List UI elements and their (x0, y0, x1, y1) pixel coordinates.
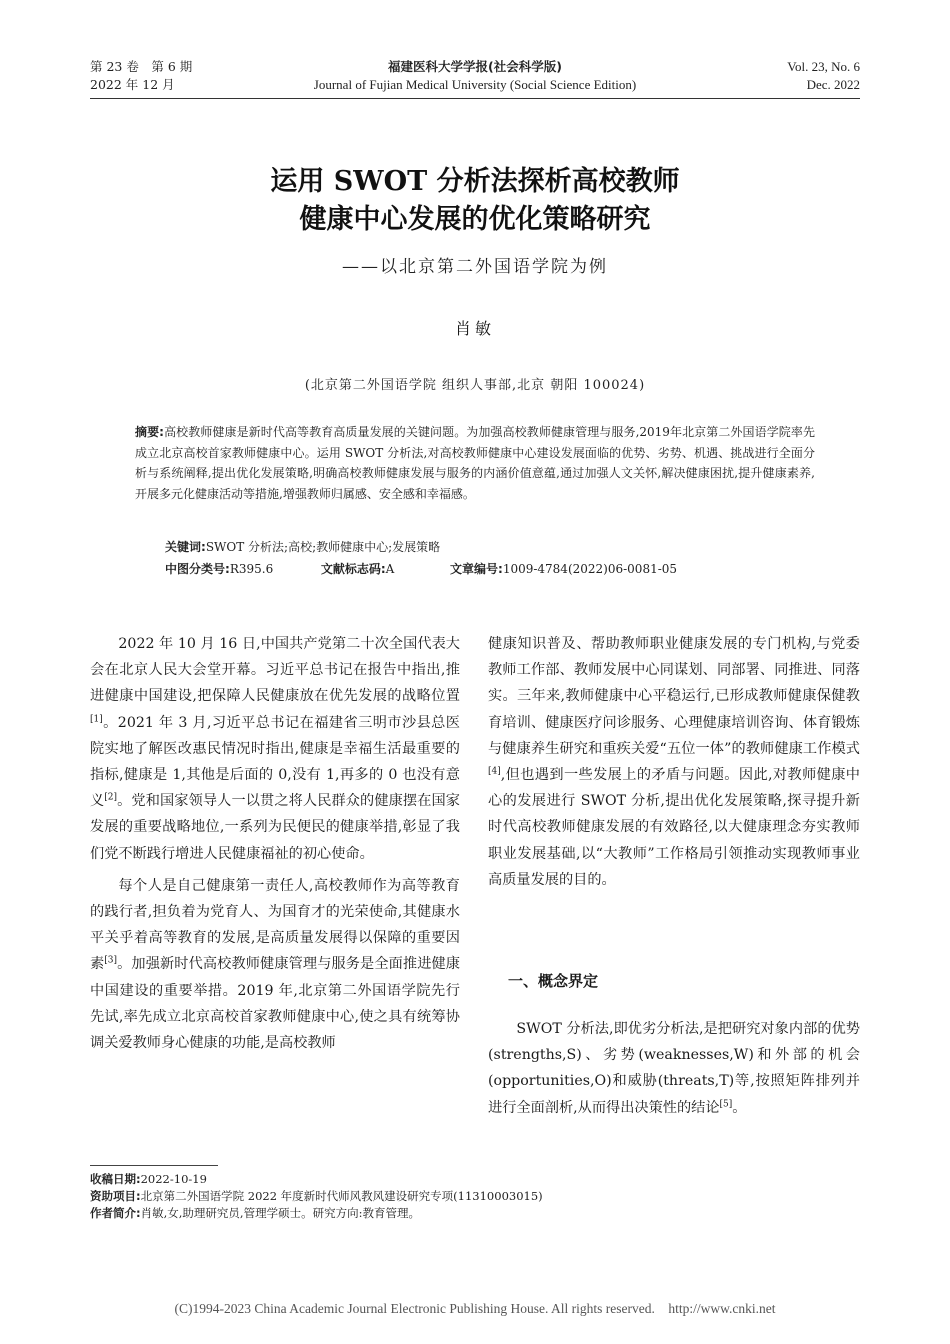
citation-ref: [1] (90, 713, 103, 724)
funding (90, 1188, 860, 1205)
classification-line (165, 559, 825, 579)
copyright-notice: (C)1994-2023 China Academic Journal Electronic Publishing House. All rights reserved. http://www.cnki.net (174, 1301, 776, 1316)
author-bio-label: 作者简介: (90, 1206, 141, 1220)
text-span: ,但也遇到一些发展上的矛盾与问题。因此,对教师健康中心的发展进行 SWOT 分析,提出优化发展策略,探寻提升新时代高校教师健康发展的有效路径,以大健康理念夯实教师职业发展基础,以“大教师”工作格局引领推动实现教师事业高质量发展的目的。 (488, 767, 860, 888)
title-line-1: 运用 SWOT 分析法探析高校教师 (270, 166, 680, 197)
section-heading: 一、概念界定 (508, 972, 599, 990)
affiliation: (北京第二外国语学院 组织人事部,北京 朝阳 100024) (304, 378, 646, 393)
header-date-en: Dec. 2022 (806, 77, 860, 92)
paragraph (90, 631, 460, 867)
text-span: SWOT 分析法,即优劣分析法,是把研究对象内部的优势(strengths,S)、劣势(weaknesses,W)和外部的机会(opportunities,O)和威胁(threats,T)等,按照矩阵排列并进行全面剖析,从而得出决策性的结论 (488, 1021, 860, 1116)
body-left-column (90, 631, 460, 1056)
subtitle: ——以北京第二外国语学院为例 (342, 257, 608, 277)
article-number-label: 文章编号: (450, 562, 503, 576)
citation-ref: [2] (104, 792, 118, 803)
header-volume-en: Vol. 23, No. 6 (787, 59, 860, 74)
title-line-2: 健康中心发展的优化策略研究 (299, 204, 651, 235)
doc-code-label: 文献标志码: (320, 562, 386, 576)
clc-value: R395.6 (229, 562, 274, 576)
abstract-text: 高校教师健康是新时代高等教育高质量发展的关键问题。为加强高校教师健康管理与服务,2019年北京第二外国语学院率先成立北京高校首家教师健康中心。运用 SWOT 分析法,对高校教师健康中心建设发展面临的优势、劣势、机遇、挑战进行全面分析与系统阐释,提出优化发展策略,明确高校教师健康发展与服务的内涵价值意蕴,通过加强人文关怀,解决健康困扰,提升健康素养,开展多元化健康活动等措施,增强教师归属感、安全感和幸福感。 (135, 425, 815, 501)
keywords-label: 关键词: (165, 540, 206, 554)
abstract (135, 422, 815, 504)
funding-value: 北京第二外国语学院 2022 年度新时代师风教风建设研究专项(11310003015) (140, 1189, 543, 1203)
keywords (165, 537, 825, 557)
paragraph (488, 631, 860, 893)
header-journal-en: Journal of Fujian Medical University (Social Science Edition) (313, 77, 637, 92)
body-right-column-2 (488, 1016, 860, 1121)
article-number-value: 1009-4784(2022)06-0081-05 (502, 562, 678, 576)
author-bio-value: 肖敏,女,助理研究员,管理学硕士。研究方向:教育管理。 (140, 1206, 420, 1220)
funding-label: 资助项目: (90, 1189, 141, 1203)
citation-ref: [5] (719, 1098, 733, 1109)
clc-label: 中图分类号: (165, 562, 230, 576)
paragraph (488, 1016, 860, 1121)
keywords-text: SWOT 分析法;高校;教师健康中心;发展策略 (205, 540, 441, 554)
received-date (90, 1171, 860, 1188)
citation-ref: [4] (488, 766, 501, 777)
header-date: 2022 年 12 月 (90, 77, 175, 92)
paragraph (90, 873, 460, 1056)
header-volume: 第 23 卷 第 6 期 (90, 59, 193, 74)
header-journal-cn: 福建医科大学学报(社会科学版) (388, 59, 562, 74)
text-span: 。2021 年 3 月,习近平总书记在福建省三明市沙县总医院实地了解医改惠民情况时指出,健康是幸福生活最重要的指标,健康是 1,其他是后面的 0,没有 1,再多的 0 也没有意义 (90, 714, 460, 810)
text-span: 。党和国家领导人一以贯之将人民群众的健康摆在国家发展的重要战略地位,一系列为民便民的健康举措,彰显了我们党不断践行增进人民健康福祉的初心使命。 (90, 793, 460, 862)
author-name: 肖敏 (454, 319, 495, 338)
citation-ref: [3] (104, 955, 118, 966)
text-span: 每个人是自己健康第一责任人,高校教师作为高等教育的践行者,担负着为党育人、为国育才的光荣使命,其健康水平关乎着高等教育的发展,是高质量发展得以保障的重要因素 (90, 877, 460, 973)
footnotes (90, 1171, 860, 1222)
received-value: 2022-10-19 (140, 1172, 207, 1186)
footnote-rule (90, 1165, 218, 1166)
doc-code-value: A (385, 562, 395, 576)
text-span: 健康知识普及、帮助教师职业健康发展的专门机构,与党委教师工作部、教师发展中心同谋划、同部署、同推进、同落实。三年来,教师健康中心平稳运行,已形成教师健康保健教育培训、健康医疗问诊服务、心理健康培训咨询、体育锻炼与健康养生研究和重疾关爱“五位一体”的教师健康工作模式 (488, 636, 860, 757)
author-bio (90, 1205, 860, 1222)
body-right-column (488, 631, 860, 893)
text-span: 。 (732, 1099, 747, 1116)
received-label: 收稿日期: (90, 1172, 141, 1186)
text-span: 。加强新时代高校教师健康管理与服务是全面推进健康中国建设的重要举措。2019 年,北京第二外国语学院先行先试,率先成立北京高校首家教师健康中心,使之具有统筹协调关爱教师身心健康的功能,是高校教师 (90, 956, 460, 1052)
abstract-label: 摘要: (135, 425, 164, 439)
header-rule (90, 98, 860, 99)
text-span: 2022 年 10 月 16 日,中国共产党第二十次全国代表大会在北京人民大会堂开幕。习近平总书记在报告中指出,推进健康中国建设,把保障人民健康放在优先发展的战略位置 (90, 636, 460, 705)
